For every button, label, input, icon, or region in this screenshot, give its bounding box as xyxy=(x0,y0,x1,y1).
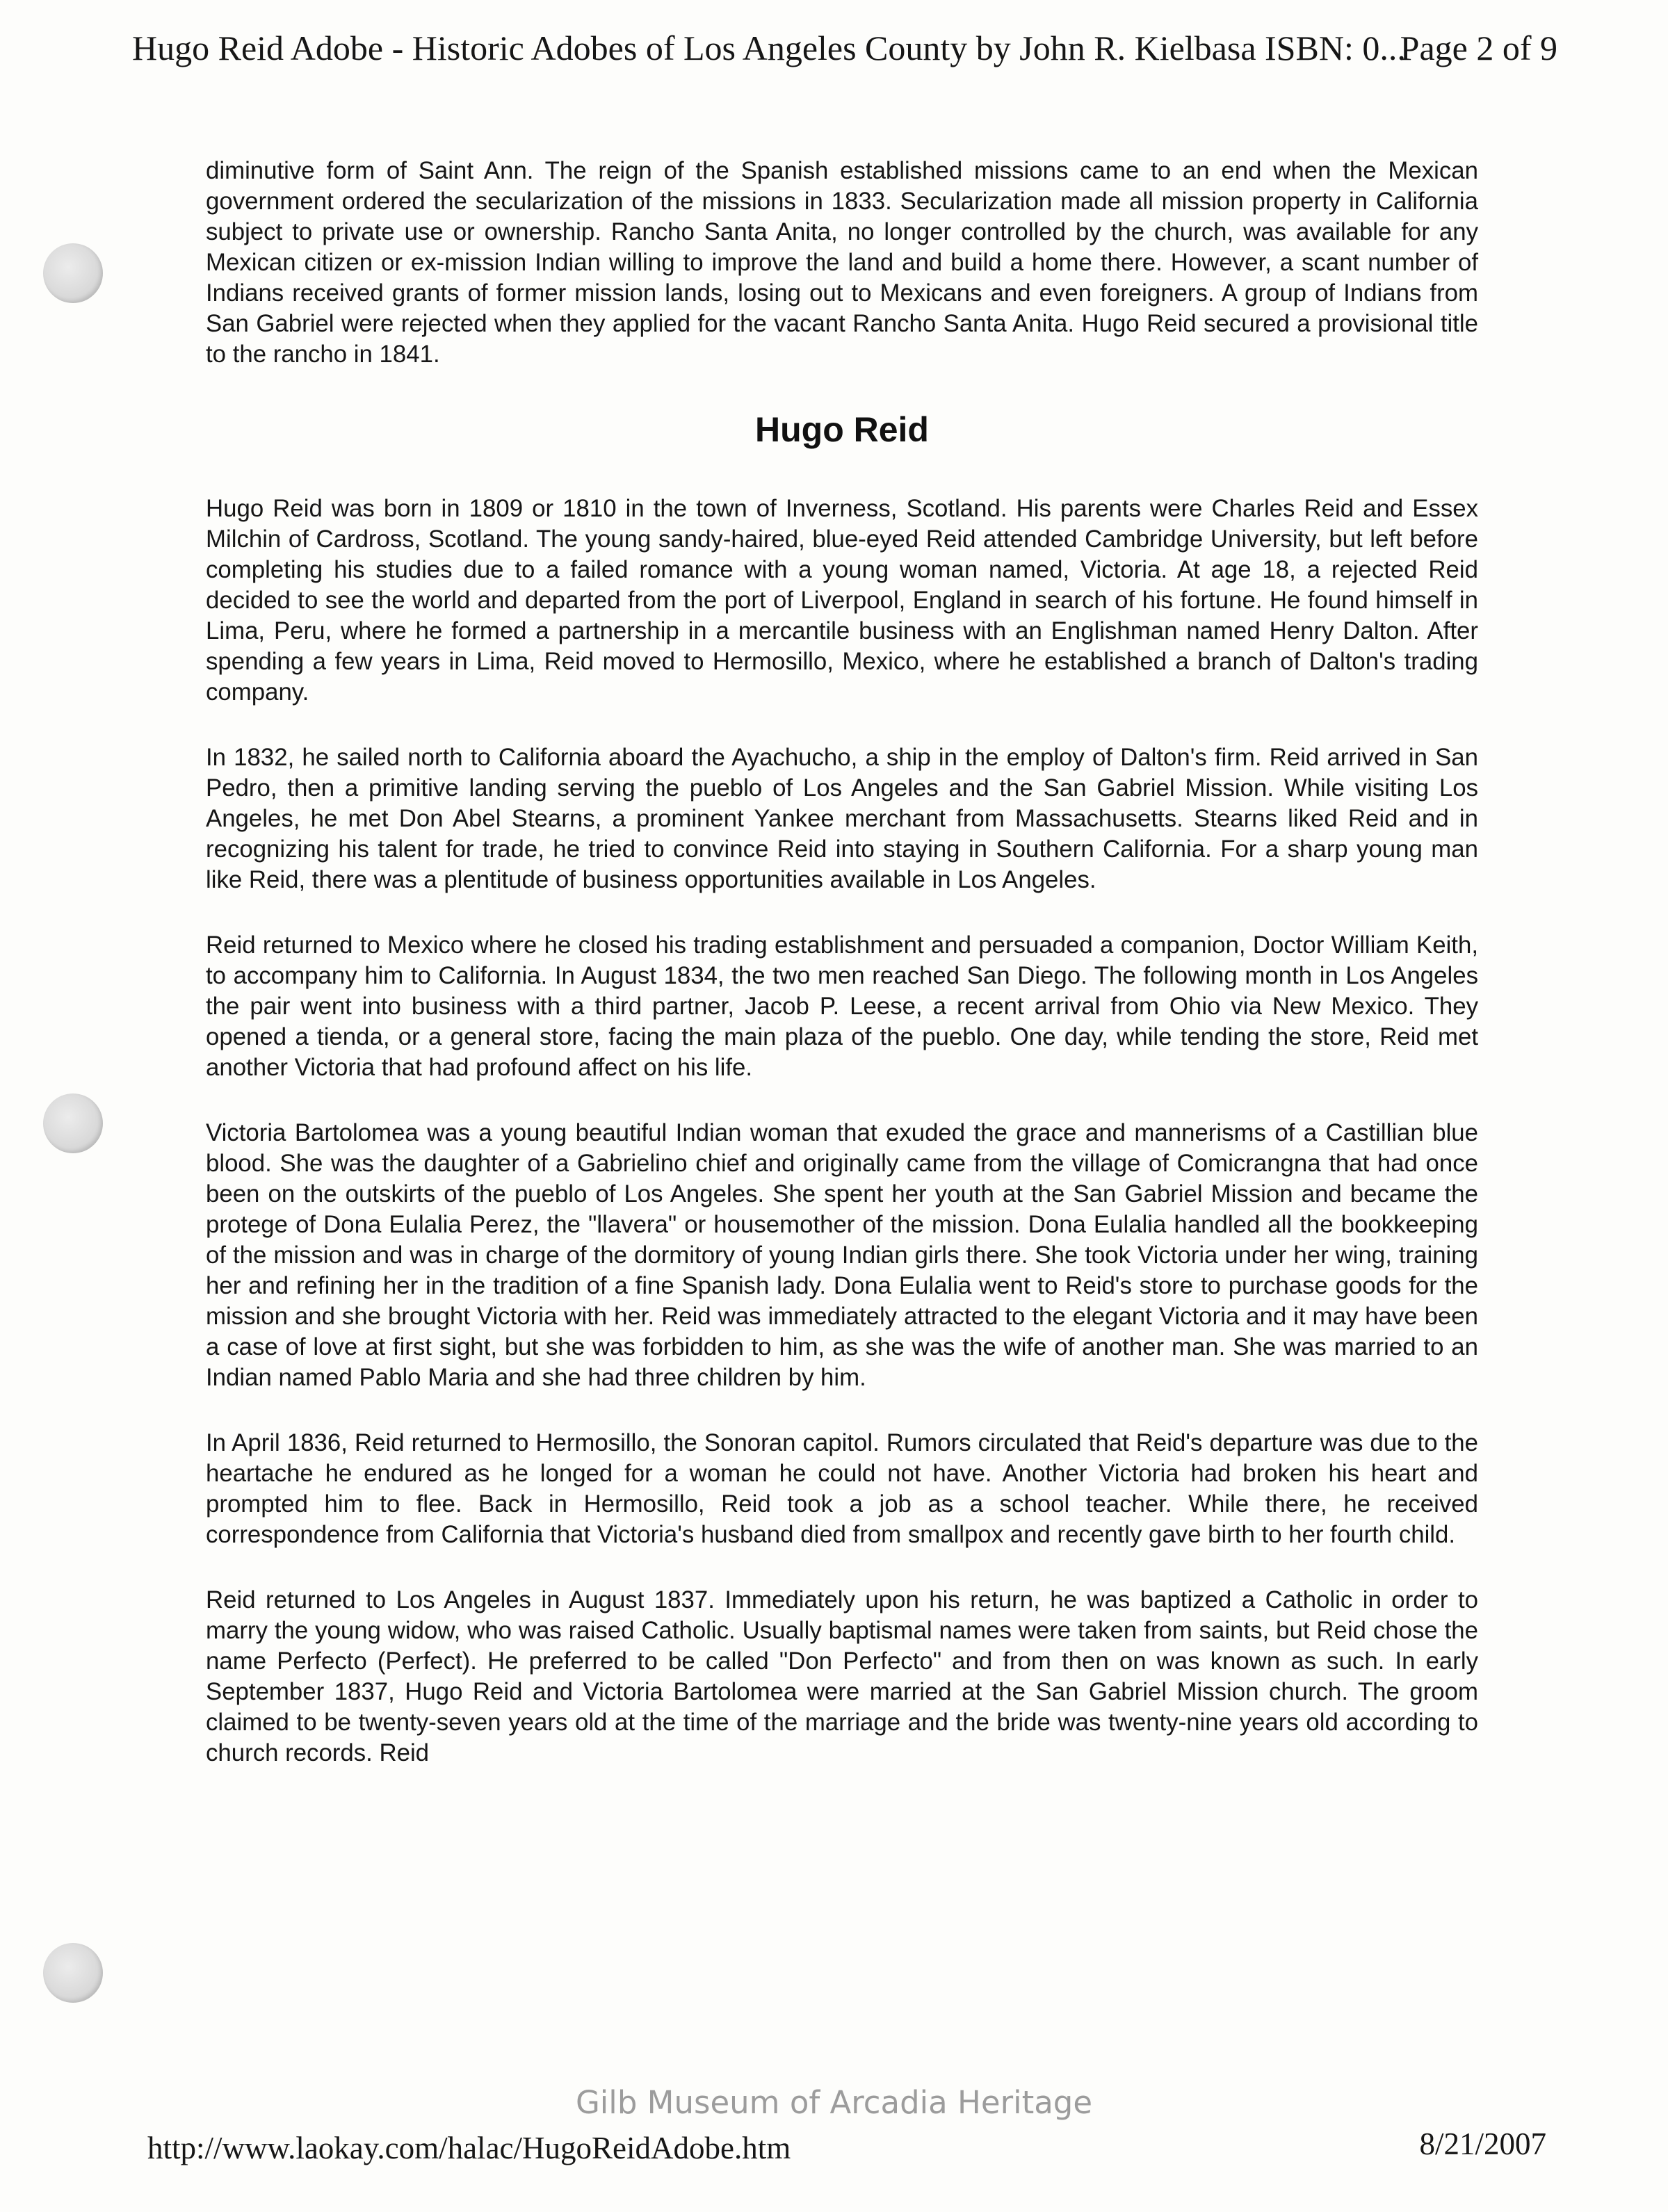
body-paragraph-hermosillo: In April 1836, Reid returned to Hermosillo, the Sonoran capitol. Rumors circulated that Reid's departure was due to the heartache he endured as he longed for a woman he could not have. Another Victoria had broken his heart and prompted him to flee. Back in Hermosillo, Reid took a job as a school teacher. While there, he received correspondence from California that Victoria's husband died from smallpox and recently gave birth to her fourth child. xyxy=(206,1429,1478,1548)
binder-hole-icon xyxy=(43,243,103,303)
binder-hole-icon xyxy=(43,1943,103,2003)
page-footer xyxy=(147,2126,1546,2172)
body-paragraph-california: In 1832, he sailed north to California aboard the Ayachucho, a ship in the employ of Dalton's firm. Reid arrived in San Pedro, then a primitive landing serving the pueblo of Los Angeles and the San Gabriel Mission. While visiting Los Angeles, he met Don Abel Stearns, a prominent Yankee merchant from Massachusetts. Stearns liked Reid and in recognizing his talent for trade, he tried to convince Reid into staying in Southern California. For a sharp young man like Reid, there was a plentitude of business opportunities available in Los Angeles. xyxy=(206,744,1478,893)
page-indicator: Page 2 of 9 xyxy=(1400,29,1557,67)
body-paragraph-marriage: Reid returned to Los Angeles in August 1837. Immediately upon his return, he was baptized a Catholic in order to marry the young widow, who was raised Catholic. Usually baptismal names were taken from saints, but Reid chose the name Perfecto (Perfect). He preferred to be called "Don Perfecto" and from then on was known as such. In early September 1837, Hugo Reid and Victoria Bartolomea were married at the San Gabriel Mission church. The groom claimed to be twenty-seven years old at the time of the marriage and the bride was twenty-nine years old according to church records. Reid xyxy=(206,1586,1478,1766)
header-title: Hugo Reid Adobe - Historic Adobes of Los Angeles County by John R. Kielbasa ISBN: 0... xyxy=(132,29,1406,67)
intro-paragraph: diminutive form of Saint Ann. The reign of the Spanish established missions came to an end when the Mexican government ordered the secularization of the missions in 1833. Secularization made all mission property in California subject to private use or ownership. Rancho Santa Anita, no longer controlled by the church, was available for any Mexican citizen or ex-mission Indian willing to improve the land and build a home there. However, a scant number of Indians received grants of former mission lands, losing out to Mexicans and even foreigners. A group of Indians from San Gabriel were rejected when they applied for the vacant Rancho Santa Anita. Hugo Reid secured a provisional title to the rancho in 1841. xyxy=(206,157,1478,368)
body-paragraph-return-mexico: Reid returned to Mexico where he closed his trading establishment and persuaded a companion, Doctor William Keith, to accompany him to California. In August 1834, the two men reached San Diego. The following month in Los Angeles the pair went into business with a third partner, Jacob P. Leese, a recent arrival from Ohio via New Mexico. They opened a tienda, or a general store, facing the main plaza of the pueblo. One day, while tending the store, Reid met another Victoria that had profound affect on his life. xyxy=(206,932,1478,1081)
footer-url-link[interactable]: http://www.laokay.com/halac/HugoReidAdobe.htm xyxy=(147,2131,791,2165)
watermark: Gilb Museum of Arcadia Heritage xyxy=(575,2084,1093,2121)
section-heading: Hugo Reid xyxy=(755,410,929,449)
article-body xyxy=(206,156,1478,1803)
footer-date: 8/21/2007 xyxy=(1419,2126,1546,2161)
binder-hole-icon xyxy=(43,1093,103,1153)
body-paragraph-victoria: Victoria Bartolomea was a young beautiful Indian woman that exuded the grace and mannerisms of a Castillian blue blood. She was the daughter of a Gabrielino chief and originally came from the village of Comicrangna that had once been on the outskirts of the pueblo of Los Angeles. She spent her youth at the San Gabriel Mission and became the protege of Dona Eulalia Perez, the "llavera" or housemother of the mission. Dona Eulalia handled all the bookkeeping of the mission and was in charge of the dormitory of young Indian girls there. She took Victoria under her wing, training her and refining her in the tradition of a fine Spanish lady. Dona Eulalia went to Reid's store to purchase goods for the mission and she brought Victoria with her. Reid was immediately attracted to the elegant Victoria and it may have been a case of love at first sight, but she was forbidden to him, as she was the wife of another man. She was married to an Indian named Pablo Maria and she had three children by him. xyxy=(206,1119,1478,1391)
page-header xyxy=(132,28,1557,76)
body-paragraph-birth: Hugo Reid was born in 1809 or 1810 in the town of Inverness, Scotland. His parents were Charles Reid and Essex Milchin of Cardross, Scotland. The young sandy-haired, blue-eyed Reid attended Cambridge University, but left before completing his studies due to a failed romance with a young woman named, Victoria. At age 18, a rejected Reid decided to see the world and departed from the port of Liverpool, England in search of his fortune. He found himself in Lima, Peru, where he formed a partnership in a mercantile business with an Englishman named Henry Dalton. After spending a few years in Lima, Reid moved to Hermosillo, Mexico, where he established a branch of Dalton's trading company. xyxy=(206,495,1478,706)
